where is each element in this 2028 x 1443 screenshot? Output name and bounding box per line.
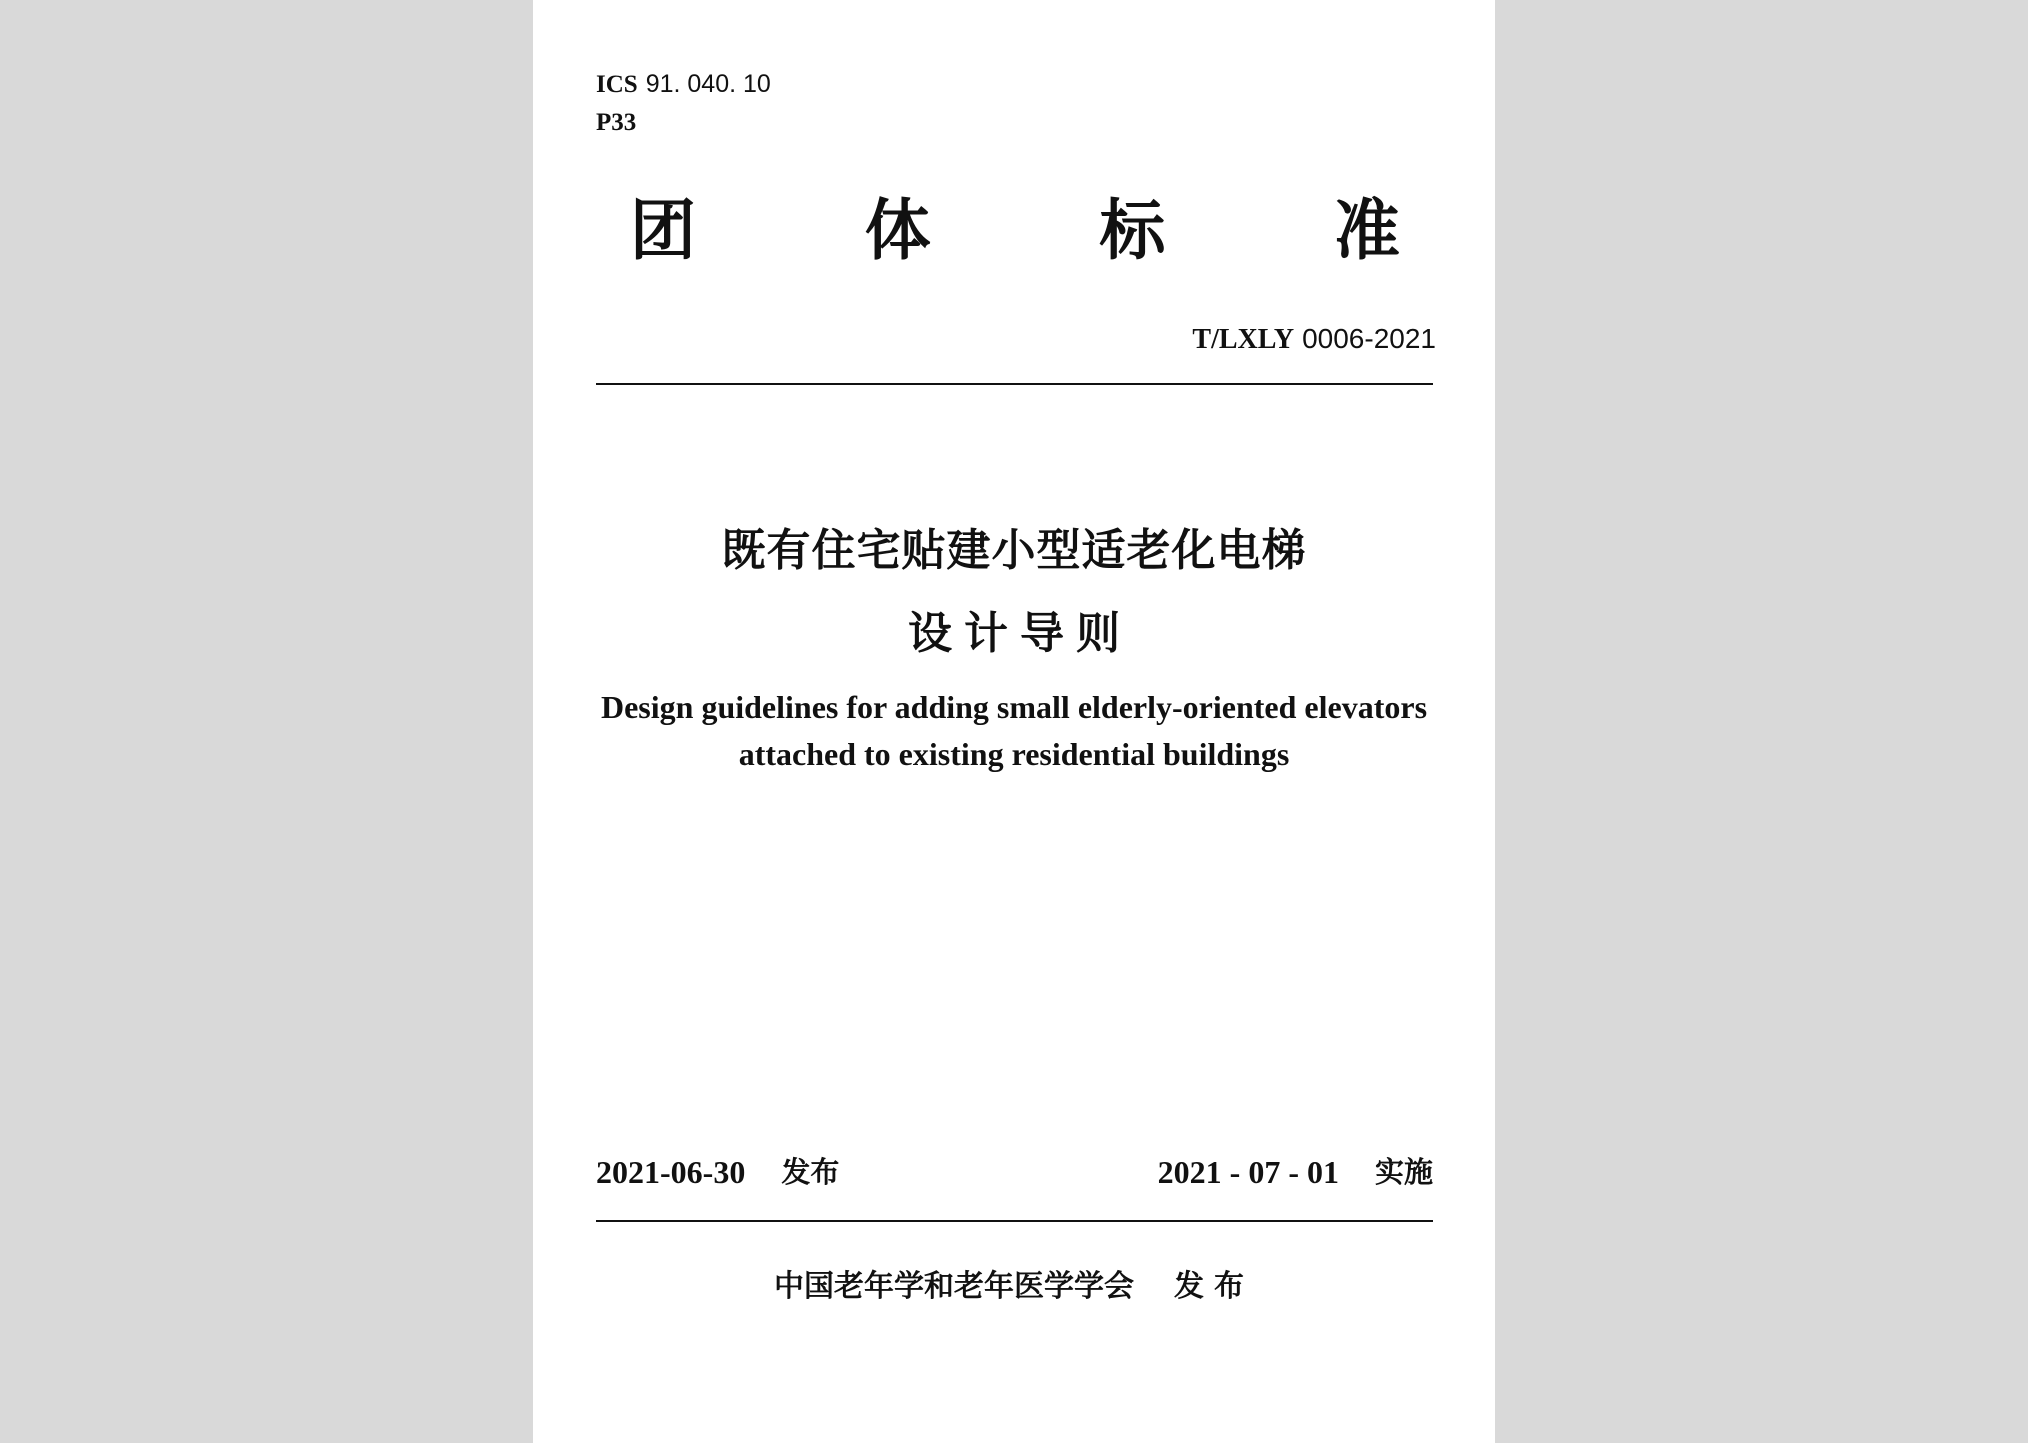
chinese-title-line-1: 既有住宅贴建小型适老化电梯	[721, 525, 1307, 576]
publisher-line	[533, 1268, 1495, 1306]
issue-date-group	[596, 1153, 839, 1191]
standard-number-code: 0006-2021	[1302, 323, 1436, 354]
issue-label: 发布	[781, 1155, 840, 1189]
implement-date-group	[1158, 1153, 1433, 1191]
footer-divider	[596, 1220, 1433, 1222]
header-divider	[596, 383, 1433, 385]
publisher-label: 发布	[1174, 1269, 1254, 1304]
implement-date: 2021 - 07 - 01	[1157, 1154, 1339, 1190]
ics-code: 91. 040. 10	[645, 70, 771, 98]
ics-classification	[596, 70, 771, 99]
standard-type-char: 团	[630, 192, 696, 269]
publisher-name: 中国老年学和老年医学学会	[774, 1269, 1134, 1304]
document-cover-page	[533, 0, 1495, 1443]
standard-type-char: 准	[1333, 192, 1400, 269]
standard-type-char: 标	[1099, 192, 1166, 269]
issue-date: 2021-06-30	[596, 1154, 746, 1190]
standard-type-title	[630, 192, 1400, 269]
standard-type-char: 体	[864, 192, 931, 269]
standard-number	[1192, 323, 1436, 356]
implement-label: 实施	[1374, 1155, 1433, 1189]
english-title	[533, 684, 1495, 778]
chinese-title-line-2: 设计导则	[908, 608, 1132, 659]
english-title-line-2: attached to existing residential buildings	[738, 736, 1290, 772]
ccs-classification: P33	[596, 109, 637, 136]
standard-number-prefix: T/LXLY	[1192, 324, 1295, 355]
dates-row	[596, 1153, 1433, 1191]
english-title-line-1: Design guidelines for adding small elderly-oriented elevators	[600, 689, 1428, 725]
ics-prefix: ICS	[596, 71, 638, 98]
